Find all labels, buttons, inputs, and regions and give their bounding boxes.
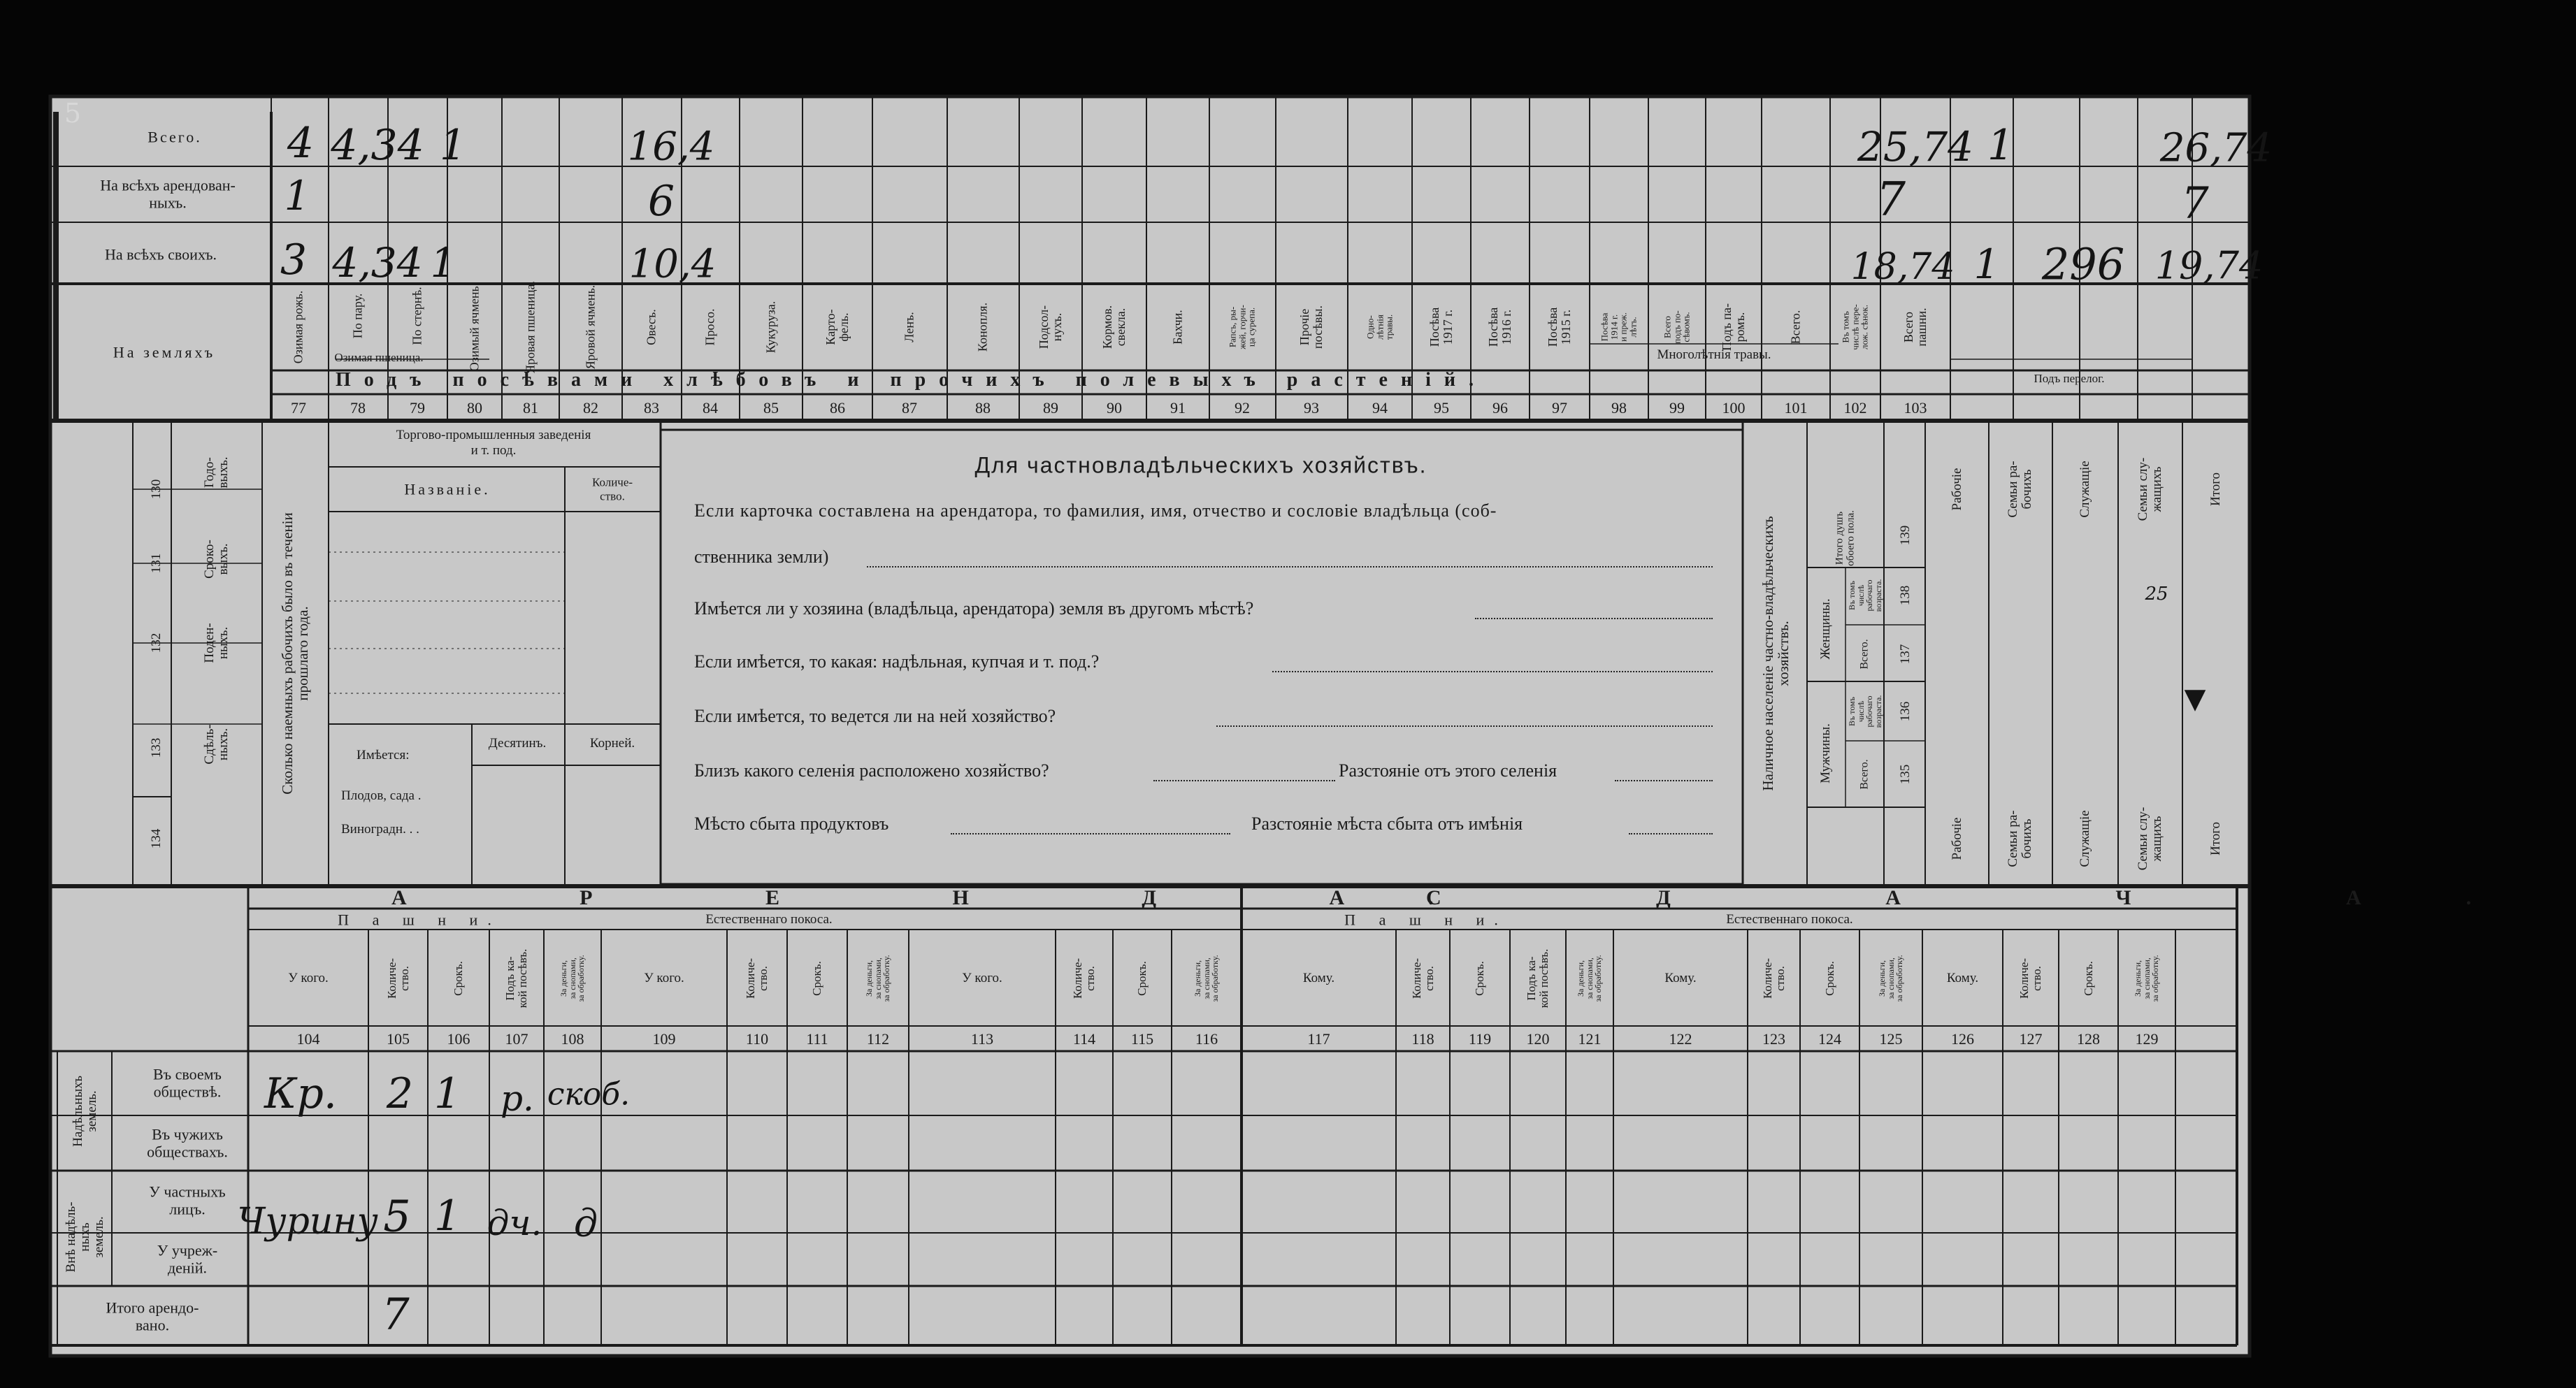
bottom-header-105: Количе- ство. [384, 957, 411, 999]
q5-text: Близъ какого селенія расположено хозяйство? [694, 760, 1049, 781]
qty-col: Количе- ство. [591, 475, 633, 503]
label-yearly: Годо- выхъ. [202, 456, 231, 489]
perennial-grass-label: Многолѣтнія травы. [1657, 347, 1771, 363]
bottom-col-number: 111 [806, 1030, 828, 1048]
private-farms-title: Для частновладѣльческихъ хозяйствъ. [974, 452, 1427, 478]
top-col-number: 100 [1722, 399, 1746, 417]
top-header-18: Одно- лѣтнія травы. [1365, 314, 1395, 340]
top-col-number: 81 [523, 399, 538, 417]
row-total-label: Всего. [147, 128, 202, 146]
top-col-number: 103 [1904, 399, 1927, 417]
top-col-number: 93 [1304, 399, 1319, 417]
row-own-community: Въ своемъ обществѣ. [153, 1065, 222, 1101]
row-institutions: У учреж- деній. [157, 1241, 218, 1277]
population-label: Наличное населеніе частно-владѣльческихъ хозяйствъ. [1759, 516, 1792, 791]
top-header-1: Озимая рожь. [291, 290, 305, 364]
bottom-col-number: 118 [1411, 1030, 1434, 1048]
bottom-header-116: За деньги, за снопами, за обработку. [1193, 955, 1221, 1002]
crops-banner: Подъ посѣвами хлѣбовъ и прочихъ полевыхъ растеній. [336, 369, 1488, 391]
bottom-header-104: У кого. [288, 971, 329, 986]
bottom-header-118: Количе- ство. [1409, 957, 1436, 999]
bottom-col-number: 128 [2077, 1030, 2100, 1048]
top-col-number: 92 [1235, 399, 1250, 417]
q5-answer-line[interactable] [1153, 780, 1335, 781]
q4-answer-line[interactable] [1216, 725, 1713, 727]
name-col: Названіе. [404, 480, 491, 498]
top-header-2: По пару. [350, 293, 365, 339]
top-col-number: 80 [467, 399, 482, 417]
top-col-number: 102 [1843, 399, 1867, 417]
trade-title: Торгово-промышленныя заведенія и т. под. [396, 428, 591, 458]
num-133: 133 [149, 737, 164, 758]
women-label: Женщины. [1818, 598, 1834, 660]
hw-rented-1: 1 [284, 172, 310, 219]
bottom-header-126: Кому. [1946, 971, 1979, 986]
bottom-header-127: Количе- ство. [2017, 957, 2043, 999]
hw-rented-4: 7 [2181, 177, 2209, 229]
sublet-banner: С Д А Ч А. [1426, 886, 2576, 909]
top-header-23: Всего подъ по- сѣвомъ. [1662, 310, 1692, 344]
top-header-13: Подсол- нухъ. [1037, 305, 1064, 349]
top-header-5: Яровая пшеница. [523, 281, 538, 373]
top-col-number: 77 [291, 399, 306, 417]
top-col-number: 87 [902, 399, 917, 417]
hw-own-6: 1 [1973, 240, 2000, 288]
bottom-col-number: 120 [1526, 1030, 1550, 1048]
bottom-col-number: 104 [296, 1030, 320, 1048]
total-souls-label: Итого душъ обоего пола. [1834, 510, 1856, 566]
top-header-4: Озимый ячмень. [467, 282, 482, 372]
bottom-col-number: 121 [1578, 1030, 1602, 1048]
hw-lease-10: д [573, 1201, 598, 1245]
worker-col-3-bottom: Служащіе [2078, 810, 2093, 867]
non-allotment-label: Внѣ надѣль- ныхъ земель. [64, 1201, 106, 1273]
top-header-11: Ленъ. [902, 312, 916, 342]
bottom-header-109: У кого. [644, 971, 684, 986]
bottom-col-number: 126 [1951, 1030, 1974, 1048]
bottom-col-number: 110 [745, 1030, 769, 1048]
hw-lease-4: р. [501, 1078, 534, 1119]
num-137: 137 [1898, 644, 1913, 665]
top-col-number: 90 [1107, 399, 1122, 417]
bottom-header-111: Срокъ. [810, 961, 824, 996]
hw-total-rented: 7 [382, 1288, 410, 1340]
row-total-rented: Итого арендо- вано. [106, 1299, 199, 1334]
bottom-col-number: 124 [1818, 1030, 1841, 1048]
top-header-14: Кормов. свекла. [1100, 305, 1128, 349]
top-col-number: 98 [1611, 399, 1627, 417]
hw-lease-1: Кр. [264, 1069, 337, 1118]
bottom-header-129: За деньги, за снопами, за обработку. [2133, 955, 2161, 1002]
hw-total-4: 16,4 [627, 124, 715, 170]
q5-distance-line[interactable] [1615, 780, 1713, 781]
bottom-header-117: Кому. [1302, 971, 1335, 986]
bottom-header-107: Подъ ка- кой посѣвъ. [503, 948, 529, 1009]
bottom-col-number: 113 [970, 1030, 994, 1048]
bottom-col-number: 105 [387, 1030, 410, 1048]
bottom-header-106: Срокъ. [452, 961, 466, 996]
bottom-header-110: Количе- ство. [744, 957, 770, 999]
q6-distance-line[interactable] [1629, 833, 1713, 834]
orchards-label: Плодов, сада . [341, 788, 422, 803]
bottom-col-number: 127 [2019, 1030, 2043, 1048]
row-lands-label: На земляхъ [113, 343, 216, 361]
men-label: Мужчины. [1818, 723, 1834, 783]
q3-answer-line[interactable] [1272, 671, 1713, 672]
top-header-12: Конопля. [975, 302, 990, 352]
top-header-16: Рапсъ, ры- жей, горчи- ца сурепа. [1227, 305, 1257, 349]
top-header-24: Подъ па- ромъ. [1720, 303, 1747, 352]
bottom-col-number: 125 [1879, 1030, 1903, 1048]
bottom-col-number: 123 [1762, 1030, 1785, 1048]
top-col-number: 79 [410, 399, 425, 417]
worker-col-2-top: Семьи ра- бочихъ [2006, 461, 2034, 518]
worker-col-1-top: Рабочіе [1950, 468, 1965, 511]
lease-banner: А Р Е Н Д А. [391, 886, 1518, 909]
top-header-15: Бахчи. [1170, 310, 1185, 345]
num-139: 139 [1898, 525, 1913, 546]
hw-total-2: 4,34 [331, 121, 424, 170]
hw-mark-1: ▼ [2184, 683, 2206, 715]
arable-sublet-label: П а ш н и. [1344, 911, 1508, 929]
top-header-6: Яровой ячмень. [583, 284, 598, 370]
bottom-col-number: 108 [561, 1030, 584, 1048]
bottom-col-number: 114 [1072, 1030, 1096, 1048]
hw-lease-6: Чурину [237, 1201, 378, 1243]
row-private: У частныхъ лицъ. [149, 1183, 226, 1218]
bottom-col-number: 117 [1307, 1030, 1330, 1048]
hw-own-2: 4,34 [332, 239, 423, 287]
num-131: 131 [149, 553, 164, 574]
bottom-header-125: За деньги, за снопами, за обработку. [1877, 955, 1905, 1002]
q4-text: Если имѣется, то ведется ли на ней хозяйство? [694, 706, 1056, 726]
num-134: 134 [149, 828, 164, 849]
bottom-header-113: У кого. [962, 971, 1002, 986]
q6-answer-line[interactable] [951, 833, 1230, 834]
bottom-header-121: За деньги, за снопами, за обработку. [1576, 955, 1604, 1002]
hw-rented-3: 7 [1876, 172, 1906, 226]
hw-lease-5: скоб. [547, 1076, 631, 1113]
hw-total-1: 4 [287, 119, 315, 168]
top-header-3: По стернѣ. [410, 287, 424, 345]
worker-col-4-bottom: Семьи слу- жащихъ [2136, 807, 2164, 871]
top-header-22: Посѣва 1914 г. и преж. лѣтъ. [1599, 312, 1639, 342]
men-total-label: Всего. [1858, 759, 1871, 790]
num-138: 138 [1898, 585, 1913, 606]
top-header-21: Посѣва 1915 г. [1546, 307, 1573, 347]
top-header-19: Посѣва 1917 г. [1427, 307, 1455, 347]
top-col-number: 96 [1492, 399, 1508, 417]
roots-col: Корней. [589, 736, 635, 751]
top-header-27: Всего пашни. [1901, 308, 1929, 347]
women-working-label: Въ томъ числѣ рабочаго возраста. [1846, 579, 1883, 612]
label-term: Сроко- выхъ. [202, 540, 231, 579]
bottom-col-number: 112 [866, 1030, 890, 1048]
bottom-header-114: Количе- ство. [1071, 957, 1097, 999]
worker-col-5-top: Итого [2208, 472, 2224, 507]
worker-col-3-top: Служащіе [2078, 461, 2093, 518]
top-col-number: 97 [1552, 399, 1567, 417]
label-daily: Поден- ныхъ. [202, 623, 231, 663]
bottom-col-number: 129 [2135, 1030, 2159, 1048]
hw-own-3: 1 [430, 239, 456, 287]
desyatin-col: Десятинъ. [488, 736, 547, 751]
q2-answer-line[interactable] [1475, 618, 1713, 619]
hw-own-4: 10,4 [628, 241, 717, 287]
bottom-header-112: За деньги, за снопами, за обработку. [864, 955, 892, 1002]
bottom-header-124: Срокъ. [1822, 961, 1836, 996]
bottom-col-number: 122 [1669, 1030, 1692, 1048]
top-col-number: 83 [644, 399, 659, 417]
winter-wheat-label: Озимая пшеница. [334, 351, 424, 365]
worker-col-1-bottom: Рабочіе [1950, 817, 1965, 860]
num-135: 135 [1898, 764, 1913, 785]
hw-lease-9: дч. [487, 1203, 542, 1243]
row-own-label: На всѣхъ своихъ. [105, 245, 217, 263]
bottom-header-123: Количе- ство. [1760, 957, 1787, 999]
top-col-number: 85 [763, 399, 779, 417]
hw-total-5: 25,74 [1857, 123, 1974, 171]
num-130: 130 [149, 479, 164, 500]
bottom-col-number: 115 [1130, 1030, 1154, 1048]
hw-own-1: 3 [280, 236, 308, 284]
top-col-number: 89 [1043, 399, 1058, 417]
q1-line-a: Если карточка составлена на арендатора, то фамилия, имя, отчество и сословіе владѣльца (соб- [694, 500, 1497, 521]
bottom-header-122: Кому. [1664, 971, 1697, 986]
meadow-sublet-label: Естественнаго покоса. [1726, 912, 1853, 927]
top-header-20: Посѣва 1916 г. [1486, 307, 1513, 347]
bottom-header-115: Срокъ. [1135, 961, 1149, 996]
top-header-10: Карто- фель. [823, 309, 851, 345]
hw-own-5: 18,74 [1850, 246, 1955, 288]
top-header-26: Въ томъ числѣ пере- лож. сѣнок. [1840, 304, 1870, 350]
num-136: 136 [1898, 701, 1913, 722]
top-col-number: 84 [703, 399, 718, 417]
num-132: 132 [149, 632, 164, 653]
top-col-number: 82 [583, 399, 598, 417]
bottom-header-120: Подъ ка- кой посѣвъ. [1525, 948, 1550, 1009]
bottom-header-119: Срокъ. [1473, 961, 1487, 996]
row-other-community: Въ чужихъ обществахъ. [147, 1125, 228, 1161]
top-col-number: 99 [1669, 399, 1685, 417]
q6-text: Мѣсто сбыта продуктовъ [694, 814, 889, 834]
hw-lease-3: 1 [433, 1069, 461, 1118]
bottom-col-number: 107 [505, 1030, 528, 1048]
bottom-header-108: За деньги, за снопами, за обработку. [559, 955, 587, 1002]
bottom-col-number: 106 [447, 1030, 470, 1048]
exists-label: Имѣется: [357, 748, 410, 762]
hw-total-7: 26,74 [2159, 125, 2273, 171]
hw-total-3: 1 [439, 121, 467, 170]
bottom-col-number: 116 [1195, 1030, 1218, 1048]
bottom-col-number: 109 [652, 1030, 676, 1048]
bottom-col-number: 119 [1468, 1030, 1492, 1048]
top-header-25: Всего. [1788, 310, 1803, 345]
arable-lease-label: П а ш н и. [338, 911, 501, 929]
top-header-8: Просо. [703, 308, 717, 346]
q5-distance-text: Разстояніе отъ этого селенія [1339, 760, 1557, 781]
allotment-land-label: Надѣльныхъ земель. [71, 1076, 99, 1147]
worker-col-2-bottom: Семьи ра- бочихъ [2006, 810, 2034, 867]
top-col-number: 91 [1170, 399, 1186, 417]
hired-workers-label: Сколько наемныхъ рабочихъ было въ теченіи прошлаго года. [278, 512, 311, 795]
row-rented-label: На всѣхъ арендован- ныхъ. [100, 176, 236, 212]
hw-total-6: 1 [1987, 121, 2015, 170]
q3-text: Если имѣется, то какая: надѣльная, купчая и т. под.? [694, 651, 1100, 672]
top-header-7: Овесъ. [644, 309, 659, 345]
meadow-lease-label: Естественнаго покоса. [705, 912, 833, 927]
women-total-label: Всего. [1858, 639, 1871, 670]
top-col-number: 101 [1784, 399, 1808, 417]
men-working-label: Въ томъ числѣ рабочаго возраста. [1846, 695, 1883, 728]
hw-own-8: 19,74 [2154, 243, 2264, 288]
bottom-header-128: Срокъ. [2081, 961, 2095, 996]
vineyards-label: Виноградн. . . [341, 822, 419, 837]
page-corner-number: 5 [64, 98, 82, 129]
top-col-number: 94 [1372, 399, 1388, 417]
hw-lease-7: 5 [383, 1190, 411, 1242]
hw-lease-2: 2 [386, 1069, 414, 1118]
q6-distance-text: Разстояніе мѣста сбыта отъ имѣнія [1251, 814, 1523, 834]
label-piecework: Сдѣль- ныхъ. [202, 724, 231, 765]
worker-col-5-bottom: Итого [2208, 821, 2224, 856]
fallow-label: Подъ перелог. [2034, 372, 2105, 386]
top-col-number: 86 [830, 399, 845, 417]
top-header-9: Кукуруза. [763, 301, 778, 354]
top-header-17: Прочіе посѣвы. [1297, 305, 1325, 349]
top-col-number: 95 [1434, 399, 1449, 417]
q1-answer-line[interactable] [867, 566, 1713, 568]
top-col-number: 78 [350, 399, 366, 417]
q1-line-b: ственника земли) [694, 547, 829, 567]
worker-col-4-top: Семьи слу- жащихъ [2136, 457, 2164, 521]
hw-lease-8: 1 [433, 1192, 461, 1241]
hw-rented-2: 6 [647, 177, 675, 226]
hw-own-7: 296 [2041, 238, 2125, 290]
hw-side-mark: 25 [2145, 584, 2168, 605]
top-col-number: 88 [975, 399, 991, 417]
q2-text: Имѣется ли у хозяина (владѣльца, арендатора) земля въ другомъ мѣстѣ? [694, 598, 1254, 619]
